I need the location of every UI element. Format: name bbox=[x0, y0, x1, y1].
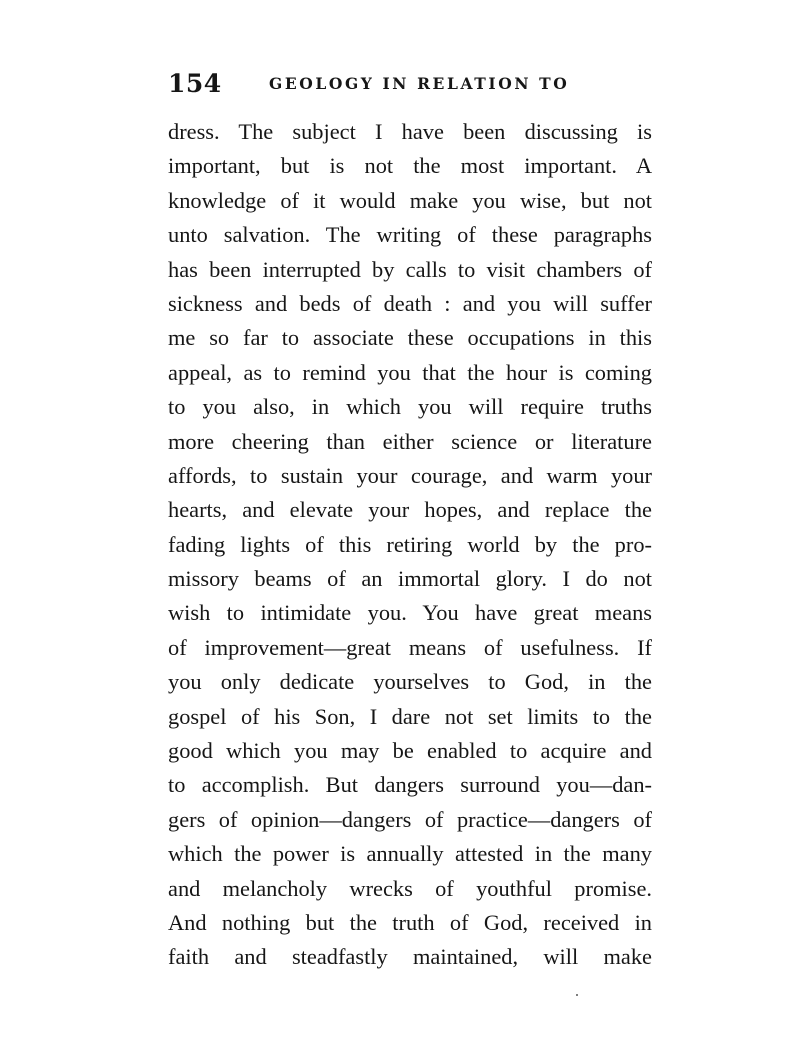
running-title: GEOLOGY IN RELATION TO bbox=[269, 74, 570, 93]
text-line: which the power is annually attested in the many bbox=[168, 841, 652, 867]
text-line: faith and steadfastly maintained, will make bbox=[168, 944, 652, 970]
text-line: hearts, and elevate your hopes, and replace the bbox=[168, 497, 652, 523]
text-line: more cheering than either science or literature bbox=[168, 428, 652, 454]
text-line: to accomplish. But dangers surround you—dan- bbox=[168, 772, 652, 798]
text-line: And nothing but the truth of God, received in bbox=[168, 909, 652, 935]
text-line: you only dedicate yourselves to God, in the bbox=[168, 669, 652, 695]
page-number: 154 bbox=[168, 69, 222, 98]
text-line: important, but is not the most important. A bbox=[168, 153, 652, 179]
text-line: has been interrupted by calls to visit chambers of bbox=[168, 256, 652, 282]
running-head bbox=[168, 64, 658, 104]
text-line: dress. The subject I have been discussing is bbox=[168, 119, 652, 144]
text-line: fading lights of this retiring world by the pro- bbox=[168, 531, 652, 557]
text-line: of improvement—great means of usefulness. If bbox=[168, 634, 652, 660]
text-line: appeal, as to remind you that the hour is coming bbox=[168, 359, 652, 385]
text-line: knowledge of it would make you wise, but not bbox=[168, 187, 652, 213]
text-line: good which you may be enabled to acquire and bbox=[168, 738, 652, 764]
text-line: and melancholy wrecks of youthful promise. bbox=[168, 875, 652, 901]
text-line: gers of opinion—dangers of practice—dangers of bbox=[168, 806, 652, 832]
text-line: affords, to sustain your courage, and warm your bbox=[168, 462, 652, 488]
body-text bbox=[168, 115, 652, 975]
text-line: gospel of his Son, I dare not set limits to the bbox=[168, 703, 652, 729]
text-line: unto salvation. The writing of these paragraphs bbox=[168, 222, 652, 248]
paper-speck bbox=[576, 994, 578, 996]
text-line: missory beams of an immortal glory. I do not bbox=[168, 566, 652, 592]
text-line: wish to intimidate you. You have great means bbox=[168, 600, 652, 626]
text-line: sickness and beds of death : and you will suffer bbox=[168, 290, 652, 316]
text-line: to you also, in which you will require truths bbox=[168, 394, 652, 420]
text-line: me so far to associate these occupations in this bbox=[168, 325, 652, 351]
